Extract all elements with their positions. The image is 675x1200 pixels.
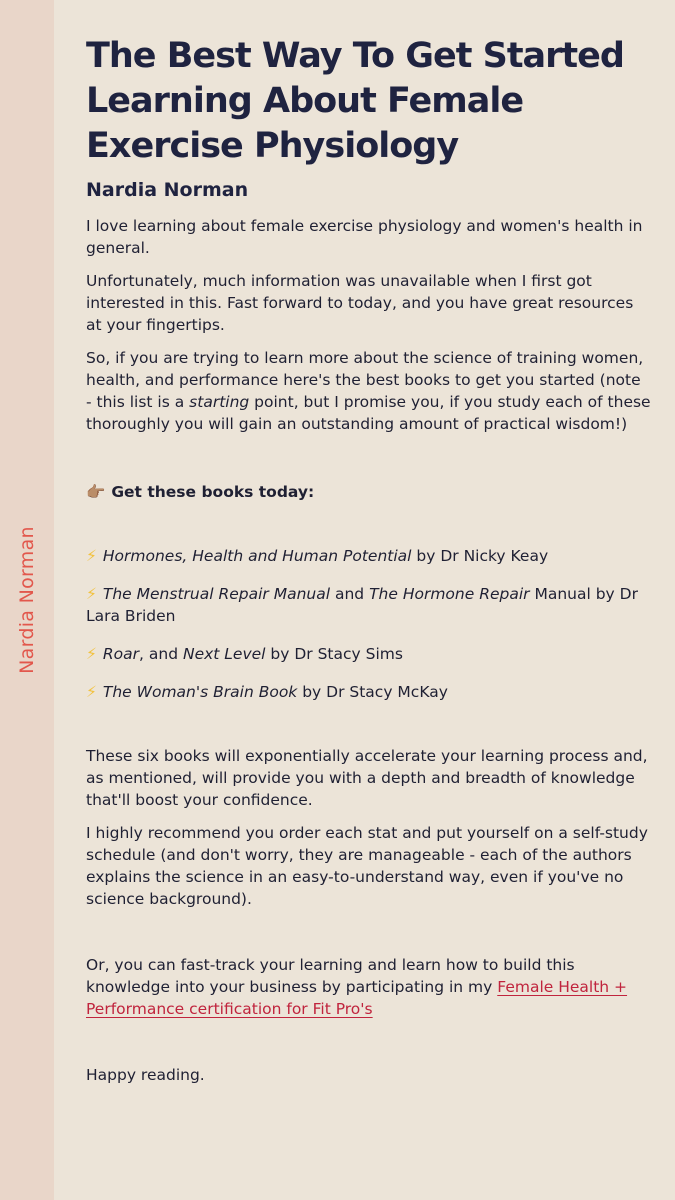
body-3-text: Or, you can fast-track your learning and learn how to build this knowledge into your business by participating in my	[86, 956, 575, 996]
book-title: Roar	[102, 645, 140, 663]
intro-3-text-a: So, if you are trying to learn more about the science of training women, health, and performance here's the best books to get you started (note - this list is a	[86, 349, 644, 411]
book-title-2: Next Level	[182, 645, 266, 663]
book-title: The Woman's Brain Book	[102, 683, 298, 701]
list-item	[86, 545, 651, 567]
list-item	[86, 643, 651, 665]
book-author: by Dr Nicky Keay	[411, 547, 549, 565]
books-cta	[86, 481, 651, 503]
closing-line: Happy reading.	[86, 1066, 205, 1084]
body-paragraph-2: I highly recommend you order each stat and put yourself on a self-study schedule (and don't worry, they are manageable - each of the authors explains the science in an easy-to-understand way, even if you've no science background).	[86, 824, 648, 908]
book-title-2: The Hormone Repair	[369, 585, 530, 603]
lightning-bolt-icon: ⚡	[86, 645, 97, 663]
book-connector: , and	[139, 645, 183, 663]
book-author: by Dr Stacy McKay	[297, 683, 448, 701]
body-paragraph-3	[86, 954, 651, 1020]
book-title: The Menstrual Repair Manual	[102, 585, 331, 603]
lightning-bolt-icon: ⚡	[86, 585, 97, 603]
list-item	[86, 583, 651, 627]
books-cta-text: Get these books today:	[111, 483, 315, 501]
sidebar-author-label: Nardia Norman	[16, 526, 38, 674]
article	[86, 34, 651, 1086]
article-author: Nardia Norman	[86, 179, 249, 201]
list-item	[86, 681, 651, 703]
book-list	[86, 545, 651, 703]
intro-paragraph-3	[86, 347, 651, 435]
book-author: by Dr Stacy Sims	[265, 645, 403, 663]
intro-paragraph-1: I love learning about female exercise physiology and women's health in general.	[86, 217, 643, 257]
body-paragraph-1: These six books will exponentially accelerate your learning process and, as mentioned, will provide you with a depth and breadth of knowledge that'll boost your confidence.	[86, 747, 648, 809]
book-title: Hormones, Health and Human Potential	[102, 547, 412, 565]
intro-paragraph-2: Unfortunately, much information was unavailable when I first got interested in this. Fast forward to today, and you have great resources at your fingertips.	[86, 272, 634, 334]
lightning-bolt-icon: ⚡	[86, 683, 97, 701]
intro-3-text-b: point, but I promise you, if you study each of these thoroughly you will gain an outstanding amount of practical wisdom!)	[86, 393, 651, 433]
book-connector: and	[330, 585, 370, 603]
intro-3-emphasis: starting	[189, 393, 250, 411]
lightning-bolt-icon: ⚡	[86, 547, 97, 565]
book-author: Manual by Dr Lara Briden	[86, 585, 638, 625]
article-title: The Best Way To Get Started Learning About Female Exercise Physiology	[86, 36, 624, 166]
certification-link[interactable]: Female Health + Performance certification for Fit Pro's	[86, 978, 628, 1018]
pointing-hand-icon: 👉🏽	[86, 483, 106, 501]
sidebar	[0, 0, 54, 1200]
